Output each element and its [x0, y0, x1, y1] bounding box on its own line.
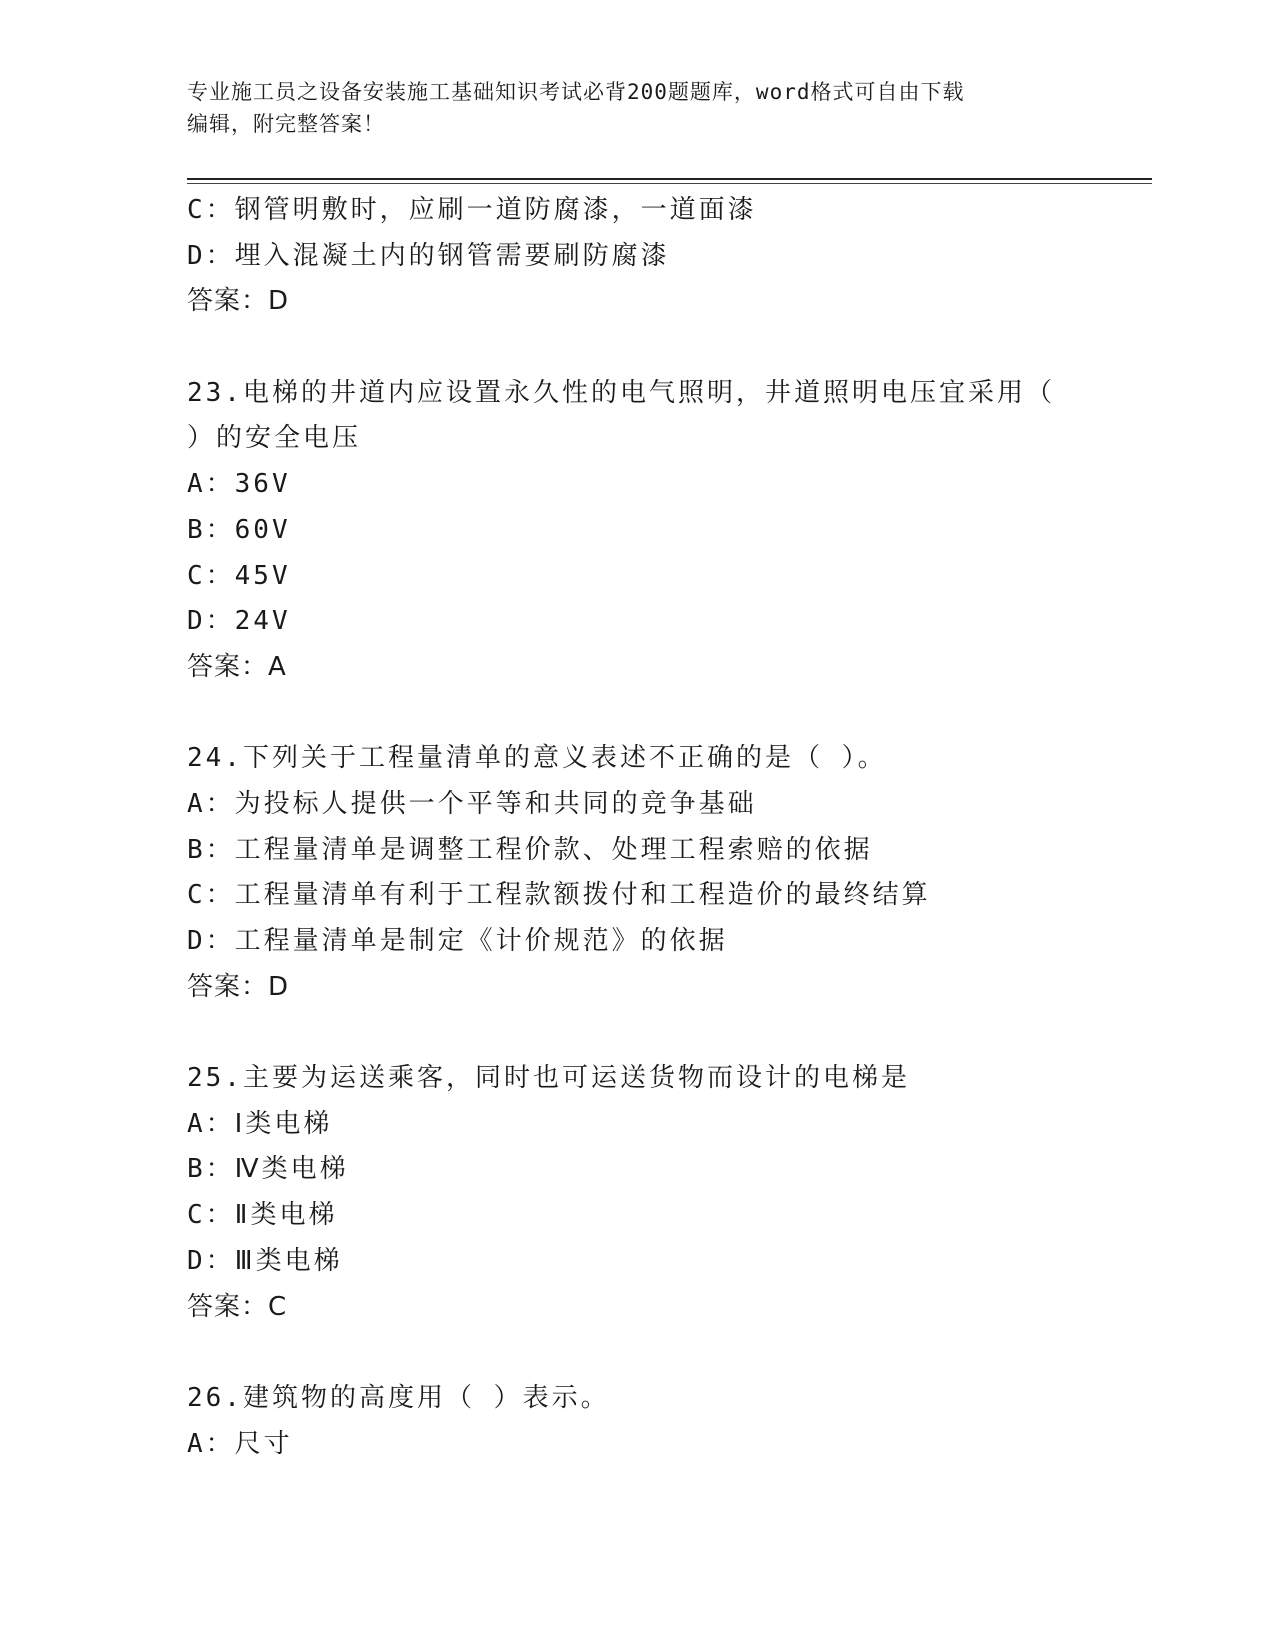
- header-divider-thin: [187, 183, 1152, 184]
- question-23-option-a: A：36V: [187, 469, 291, 500]
- question-25-option-b: B：Ⅳ类电梯: [187, 1154, 349, 1185]
- question-24: 24.下列关于工程量清单的意义表述不正确的是（ ）。: [187, 743, 887, 774]
- header-title-line-2: 编辑，附完整答案！: [187, 112, 385, 136]
- answer-q25: 答案：C: [187, 1291, 288, 1322]
- spacer: [187, 1330, 1147, 1376]
- option-d-prev-question: D：埋入混凝土内的钢管需要刷防腐漆: [187, 240, 670, 271]
- spacer: [187, 1010, 1147, 1056]
- spacer: [187, 691, 1147, 737]
- question-25: 25.主要为运送乘客，同时也可运送货物而设计的电梯是: [187, 1063, 910, 1094]
- question-23-option-b: B：60V: [187, 514, 291, 545]
- answer-q24: 答案：D: [187, 971, 290, 1002]
- answer-q22: 答案：D: [187, 286, 290, 317]
- option-c-prev-question: C：钢管明敷时，应刷一道防腐漆，一道面漆: [187, 195, 757, 225]
- question-25-option-a: A：Ⅰ类电梯: [187, 1108, 333, 1139]
- question-23-line-2: ）的安全电压: [187, 423, 362, 454]
- question-23-option-d: D：24V: [187, 606, 291, 637]
- question-24-option-d: D：工程量清单是制定《计价规范》的依据: [187, 926, 728, 956]
- question-23-option-c: C：45V: [187, 560, 291, 591]
- question-list: [187, 188, 1147, 1467]
- header-divider-thick: [187, 178, 1152, 180]
- question-24-option-b: B：工程量清单是调整工程价款、处理工程索赔的依据: [187, 834, 873, 865]
- header-title-line-1: 专业施工员之设备安装施工基础知识考试必背200题题库，word格式可自由下载: [187, 80, 965, 104]
- question-25-option-c: C：Ⅱ类电梯: [187, 1200, 338, 1231]
- question-24-option-c: C：工程量清单有利于工程款额拨付和工程造价的最终结算: [187, 880, 931, 911]
- question-26-option-a: A：尺寸: [187, 1428, 293, 1459]
- answer-q23: 答案：A: [187, 651, 287, 682]
- question-25-option-d: D：Ⅲ类电梯: [187, 1245, 343, 1276]
- question-24-option-a: A：为投标人提供一个平等和共同的竞争基础: [187, 788, 757, 819]
- question-26: 26.建筑物的高度用（ ）表示。: [187, 1382, 610, 1413]
- document-header: [187, 76, 1067, 140]
- question-23-line-1: 23.电梯的井道内应设置永久性的电气照明，井道照明电压宜采用（: [187, 377, 1055, 408]
- spacer: [187, 325, 1147, 371]
